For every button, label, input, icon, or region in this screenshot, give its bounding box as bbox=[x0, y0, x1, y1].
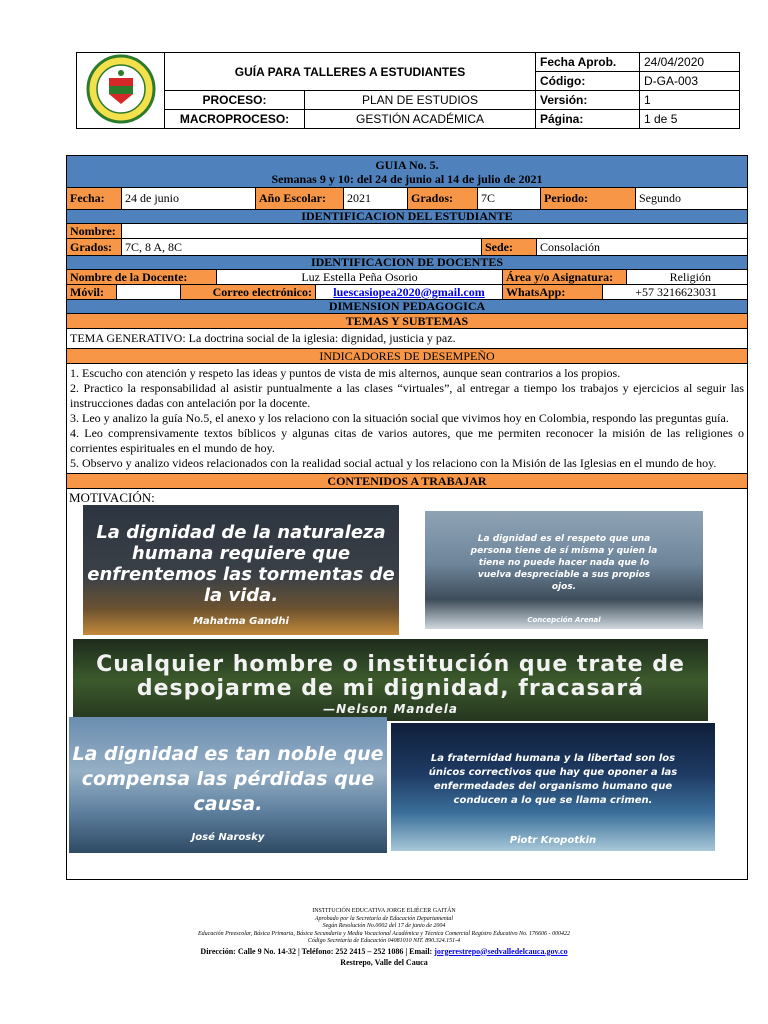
indicador-item: 5. Observo y analizo videos relacionados con la realidad social actual y los relaciono con la Misión de las Iglesias en el mundo de hoy. bbox=[70, 456, 717, 470]
docente-value: Luz Estella Peña Osorio bbox=[217, 270, 503, 284]
quote-image-kropotkin bbox=[391, 723, 715, 851]
motivation-section bbox=[67, 489, 747, 861]
movil-label: Móvil: bbox=[67, 285, 117, 299]
version-label: Versión: bbox=[536, 91, 640, 110]
quote-author: Mahatma Gandhi bbox=[193, 616, 289, 627]
quote-text: La dignidad es el respeto que una persona tiene de sí misma y quien la tiene no puede hacer nada que lo vuelva despreciable a sus propios ojos. bbox=[470, 534, 658, 592]
grados-label: Grados: bbox=[408, 188, 478, 209]
indicadores-heading: INDICADORES DE DESEMPEÑO bbox=[67, 349, 747, 364]
quote-image-narosky bbox=[69, 717, 387, 853]
teacher-heading: IDENTIFICACION DE DOCENTES bbox=[67, 256, 747, 270]
student-heading: IDENTIFICACION DEL ESTUDIANTE bbox=[67, 210, 747, 224]
teacher-contact-row bbox=[67, 285, 747, 300]
correo-label: Correo electrónico: bbox=[181, 285, 316, 299]
student-grados-label: Grados: bbox=[67, 239, 122, 255]
version-value: 1 bbox=[640, 91, 740, 110]
proceso-label: PROCESO: bbox=[165, 91, 305, 110]
codigo-label: Código: bbox=[536, 72, 640, 91]
guide-form bbox=[66, 155, 748, 880]
pagina-value: 1 de 5 bbox=[640, 110, 740, 129]
anio-escolar-value: 2021 bbox=[344, 188, 408, 209]
footer-line: Según Resolución No.0002 del 17 de junio de 2004 bbox=[322, 923, 446, 929]
indicador-item: 2. Practico la responsabilidad al asistir puntualmente a las clases “virtuales”, al entregar a tiempo los trabajos y ejercicios al seguir las instrucciones dadas con antelación por la docente. bbox=[70, 381, 744, 410]
school-seal-icon bbox=[81, 54, 161, 124]
sede-label: Sede: bbox=[482, 239, 537, 255]
periodo-value: Segundo bbox=[636, 188, 747, 209]
indicador-item: 3. Leo y analizo la guía No.5, el anexo y los relaciono con la situación social que vivimos hoy en Colombia, respondo las preguntas guía. bbox=[70, 411, 729, 425]
correo-value bbox=[316, 285, 503, 299]
docente-label: Nombre de la Docente: bbox=[67, 270, 217, 284]
guide-title-bar bbox=[67, 156, 747, 188]
quote-image-arenal bbox=[425, 511, 703, 629]
student-grados-value: 7C, 8 A, 8C bbox=[122, 239, 482, 255]
nombre-label: Nombre: bbox=[67, 224, 122, 238]
nombre-field[interactable] bbox=[122, 224, 747, 238]
teacher-name-row bbox=[67, 270, 747, 285]
periodo-label: Periodo: bbox=[541, 188, 636, 209]
student-grades-row bbox=[67, 239, 747, 256]
anio-escolar-label: Año Escolar: bbox=[256, 188, 344, 209]
area-label: Área y/o Asignatura: bbox=[503, 270, 627, 284]
guide-info-row bbox=[67, 188, 747, 210]
grados-value: 7C bbox=[478, 188, 541, 209]
contenidos-heading: CONTENIDOS A TRABAJAR bbox=[67, 474, 747, 489]
footer-city: Restrepo, Valle del Cauca bbox=[340, 957, 428, 967]
temas-heading: TEMAS Y SUBTEMAS bbox=[67, 314, 747, 329]
whatsapp-value: +57 3216623031 bbox=[635, 284, 717, 299]
teacher-email-link[interactable]: luescasiopea2020@gmail.com bbox=[333, 284, 485, 299]
footer-address-text: Dirección: Calle 9 No. 14-32 | Teléfono: 252 2415 – 252 1086 | Email: bbox=[200, 946, 435, 956]
quote-text: La fraternidad humana y la libertad son los únicos correctivos que hay que oponer a las enfermedades del organismo humano que conducen a lo que se llama crimen. bbox=[428, 753, 678, 806]
student-name-row bbox=[67, 224, 747, 239]
quote-text: Cualquier hombre o institución que trate de despojarme de mi dignidad, fracasará bbox=[96, 652, 685, 701]
quote-author: —Nelson Mandela bbox=[323, 702, 458, 716]
quote-author: José Narosky bbox=[191, 832, 265, 843]
school-logo bbox=[77, 53, 165, 129]
guide-weeks: Semanas 9 y 10: del 24 de junio al 14 de julio de 2021 bbox=[271, 171, 543, 186]
fecha-value: 24 de junio bbox=[122, 188, 256, 209]
codigo-value: D-GA-003 bbox=[640, 72, 740, 91]
whatsapp-label: WhatsApp: bbox=[503, 285, 603, 299]
footer-address bbox=[0, 946, 768, 957]
pagina-label: Página: bbox=[536, 110, 640, 129]
macroproceso-value: GESTIÓN ACADÉMICA bbox=[305, 110, 536, 129]
document-footer bbox=[0, 908, 768, 968]
footer-line: Código Secretaría de Educación 04081010 NIT. 890.324.151-4 bbox=[307, 938, 461, 944]
proceso-value: PLAN DE ESTUDIOS bbox=[305, 91, 536, 110]
fecha-aprob-value: 24/04/2020 bbox=[640, 53, 740, 72]
quote-text: La dignidad es tan noble que compensa las pérdidas que causa. bbox=[72, 742, 384, 815]
quote-image-gandhi bbox=[83, 505, 399, 635]
quote-text: La dignidad de la naturaleza humana requiere que enfrentemos las tormentas de la vida. bbox=[87, 522, 395, 606]
fecha-aprob-label: Fecha Aprob. bbox=[536, 53, 640, 72]
quote-author: Piotr Kropotkin bbox=[509, 835, 597, 846]
motivacion-label: MOTIVACIÓN: bbox=[69, 490, 155, 505]
footer-line: Educación Preescolar, Básica Primaria, Básica Secundaria y Media Vocacional Académica y Técnica Comercial Registro Educativo No. 176606 - 000422 bbox=[198, 930, 570, 937]
footer-email-link[interactable]: jorgerestrepo@sedvalledelcauca.gov.co bbox=[434, 946, 568, 956]
indicador-item: 1. Escucho con atención y respeto las ideas y puntos de vista de mis alternos, aunque sean contrarios a los propios. bbox=[70, 366, 621, 380]
fecha-label: Fecha: bbox=[67, 188, 122, 209]
movil-value bbox=[117, 285, 181, 299]
tema-generativo: TEMA GENERATIVO: La doctrina social de la iglesia: dignidad, justicia y paz. bbox=[67, 329, 747, 349]
quote-author: Concepción Arenal bbox=[527, 616, 601, 624]
document-header bbox=[76, 52, 740, 129]
sede-value: Consolación bbox=[540, 239, 600, 254]
area-value: Religión bbox=[669, 269, 711, 284]
indicador-item: 4. Leo comprensivamente textos bíblicos y algunas citas de varios autores, que me permiten reconocer la misión de las religiones o corrientes espirituales en el mundo de hoy. bbox=[70, 426, 744, 455]
footer-line: Aprobado por la Secretaría de Educación Departamental bbox=[314, 915, 454, 922]
macroproceso-label: MACROPROCESO: bbox=[165, 110, 305, 129]
indicadores-list bbox=[67, 364, 747, 474]
footer-institution: INSTITUCIÓN EDUCATIVA JORGE ELIÉCER GAITÁN bbox=[312, 908, 456, 914]
guide-number: GUIA No. 5. bbox=[375, 157, 439, 172]
quote-image-mandela bbox=[73, 639, 708, 721]
document-title: GUÍA PARA TALLERES A ESTUDIANTES bbox=[165, 53, 536, 91]
pedagogica-heading: DIMENSION PEDAGOGICA bbox=[67, 300, 747, 314]
